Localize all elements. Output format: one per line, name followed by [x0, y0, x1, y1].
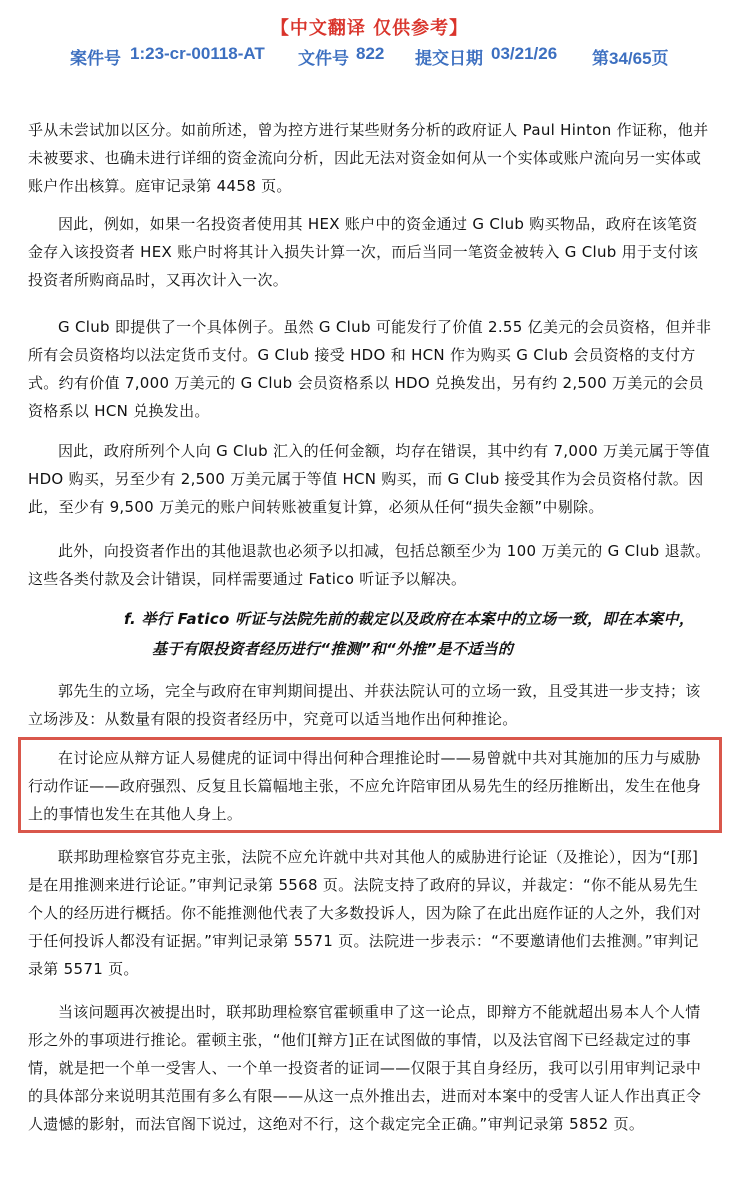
- case-number-label: 案件号: [70, 49, 121, 68]
- highlighted-paragraph: 在讨论应从辩方证人易健虎的证词中得出何种合理推论时——易曾就中共对其施加的压力与威胁行动作证——政府强烈、反复且长篇幅地主张，不应允许陪审团从易先生的经历推断出，发生在他身上的事情也发生在其他人身上。: [28, 749, 702, 823]
- paragraph-1: 乎从未尝试加以区分。如前所述，曾为控方进行某些财务分析的政府证人 Paul Hinton 作证称，他并未被要求、也确未进行详细的资金流向分析，因此无法对资金如何从一个实体或账户流向另一实体或账户作出核算。庭审记录第 4458 页。: [28, 121, 709, 195]
- section-heading-line-2: 基于有限投资者经历进行“推测”和“外推”是不适当的: [152, 640, 514, 658]
- translation-banner: 【中文翻译 仅供参考】: [270, 18, 469, 39]
- paragraph-8: 联邦助理检察官芬克主张，法院不应允许就中共对其他人的威胁进行论证（及推论），因为“[那]是在用推测来进行论证。”审判记录第 5568 页。法院支持了政府的异议，并裁定：“你不能从易先生个人的经历进行概括。你不能推测他代表了大多数投诉人，因为除了在此出庭作证的人之外，我们对于任何投诉人都没有证据。”审判记录第 5571 页。法院进一步表示：“不要邀请他们去推测。”审判记录第 5571 页。: [28, 848, 702, 978]
- section-heading-f: [28, 604, 712, 664]
- paragraph-4: 因此，政府所列个人向 G Club 汇入的任何金额，均存在错误，其中约有 7,000 万美元属于等值 HDO 购买，另至少有 2,500 万美元属于等值 HCN 购买，而 G Club 接受其作为会员资格付款。因此，至少有 9,500 万美元的账户间转账被重复计算，必须从任何“损失金额”中剔除。: [28, 442, 711, 516]
- page-number: 第34/65页: [592, 49, 669, 68]
- paragraph-6: 郭先生的立场，完全与政府在审判期间提出、并获法院认可的立场一致，且受其进一步支持；该立场涉及：从数量有限的投资者经历中，究竟可以适当地作出何种推论。: [28, 682, 701, 728]
- case-header: [70, 44, 710, 70]
- filed-date-label: 提交日期: [415, 49, 483, 68]
- paragraph-9: 当该问题再次被提出时，联邦助理检察官霍顿重申了这一论点，即辩方不能就超出易本人个人情形之外的事项进行推论。霍顿主张，“他们[辩方]正在试图做的事情，以及法官阁下已经裁定过的事情，就是把一个单一受害人、一个单一投资者的证词——仅限于其自身经历，我可以引用审判记录中的具体部分来说明其范围有多么有限——从这一点外推出去，进而对本案中的受害人证人作出真正令人遗憾的影射，而法官阁下说过，这绝对不行，这个裁定完全正确。”审判记录第 5852 页。: [28, 1003, 702, 1133]
- section-heading-line-1: f. 举行 Fatico 听证与法院先前的裁定以及政府在本案中的立场一致，即在本案中，: [124, 610, 695, 628]
- case-number-value: 1:23-cr-00118-AT: [130, 44, 265, 63]
- filed-date-value: 03/21/26: [491, 44, 558, 63]
- highlight-box: [18, 737, 722, 833]
- paragraph-5: 此外，向投资者作出的其他退款也必须予以扣减，包括总额至少为 100 万美元的 G Club 退款。这些各类付款及会计错误，同样需要通过 Fatico 听证予以解决。: [28, 542, 711, 588]
- document-number-value: 822: [356, 44, 385, 63]
- paragraph-2: 因此，例如，如果一名投资者使用其 HEX 账户中的资金通过 G Club 购买物品，政府在该笔资金存入该投资者 HEX 账户时将其计入损失计算一次，而后当同一笔资金被转入 G Club 用于支付该投资者所购商品时，又再次计入一次。: [28, 215, 699, 289]
- paragraph-3: G Club 即提供了一个具体例子。虽然 G Club 可能发行了价值 2.55 亿美元的会员资格，但并非所有会员资格均以法定货币支付。G Club 接受 HDO 和 HCN 作为购买 G Club 会员资格的支付方式。约有价值 7,000 万美元的 G Club 会员资格系以 HDO 兑换发出，另有约 2,500 万美元的会员资格系以 HCN 兑换发出。: [28, 318, 712, 420]
- document-number-label: 文件号: [298, 49, 349, 68]
